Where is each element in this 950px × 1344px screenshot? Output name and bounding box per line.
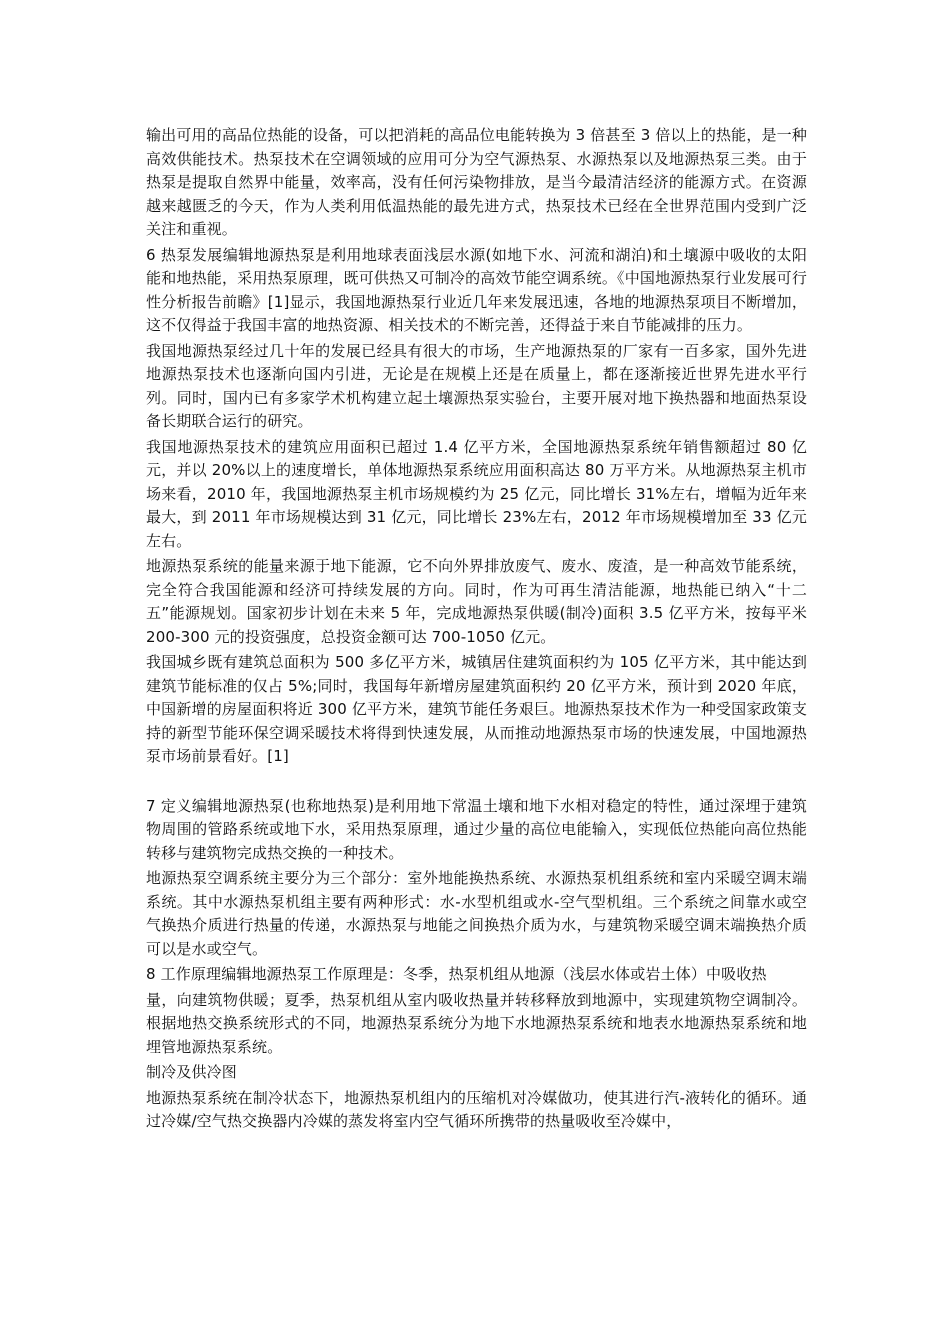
paragraph: 我国地源热泵经过几十年的发展已经具有很大的市场，生产地源热泵的厂家有一百多家，国外先进地源热泵技术也逐渐向国内引进，无论是在规模上还是在质量上，都在逐渐接近世界先进水平行列。同时，国内已有多家学术机构建立起土壤源热泵实验台，主要开展对地下换热器和地面热泵设备长期联合运行的研究。 <box>146 341 807 430</box>
paragraph: 输出可用的高品位热能的设备，可以把消耗的高品位电能转换为 3 倍甚至 3 倍以上的热能，是一种高效供能技术。热泵技术在空调领域的应用可分为空气源热泵、水源热泵以及地源热泵三类。由于热泵是提取自然界中能量，效率高，没有任何污染物排放，是当今最清洁经济的能源方式。在资源越来越匮乏的今天，作为人类利用低温热能的最先进方式，热泵技术已经在全世界范围内受到广泛关注和重视。 <box>146 126 807 238</box>
paragraph: 地源热泵系统在制冷状态下，地源热泵机组内的压缩机对冷媒做功，使其进行汽-液转化的循环。通过冷媒/空气热交换器内冷媒的蒸发将室内空气循环所携带的热量吸收至冷媒中， <box>146 1088 807 1130</box>
blank-line <box>146 771 807 795</box>
paragraph: 我国地源热泵技术的建筑应用面积已超过 1.4 亿平方米，全国地源热泵系统年销售额超过 80 亿元，并以 20%以上的速度增长，单体地源热泵系统应用面积高达 80 万平方米。从地源热泵主机市场来看，2010 年，我国地源热泵主机市场规模约为 25 亿元，同比增长 31%左右，增幅为近年来最大，到 2011 年市场规模达到 31 亿元，同比增长 23%左右，2012 年市场规模增加至 33 亿元左右。 <box>146 437 807 550</box>
paragraph: 我国城乡既有建筑总面积为 500 多亿平方米，城镇居住建筑面积约为 105 亿平方米，其中能达到建筑节能标准的仅占 5%;同时，我国每年新增房屋建筑面积约 20 亿平方米，预计到 2020 年底，中国新增的房屋面积将近 300 亿平方米，建筑节能任务艰巨。地源热泵技术作为一种受国家政策支持的新型节能环保空调采暖技术将得到快速发展，从而推动地源热泵市场的快速发展，中国地源热泵市场前景看好。[1] <box>146 653 807 765</box>
paragraph: 地源热泵系统的能量来源于地下能源，它不向外界排放废气、废水、废渣，是一种高效节能系统，完全符合我国能源和经济可持续发展的方向。同时，作为可再生清洁能源，地热能已纳入“十二五”能源规划。国家初步计划在未来 5 年，完成地源热泵供暖(制冷)面积 3.5 亿平方米，按每平米 200-300 元的投资强度，总投资金额可达 700-1050 亿元。 <box>146 557 807 646</box>
paragraph: 8 工作原理编辑地源热泵工作原理是：冬季，热泵机组从地源（浅层水体或岩土体）中吸收热 <box>146 965 767 983</box>
paragraph: 6 热泵发展编辑地源热泵是利用地球表面浅层水源(如地下水、河流和湖泊)和土壤源中吸收的太阳能和地热能，采用热泵原理，既可供热又可制冷的高效节能空调系统。《中国地源热泵行业发展可行性分析报告前瞻》[1]显示，我国地源热泵行业近几年来发展迅速，各地的地源热泵项目不断增加，这不仅得益于我国丰富的地热资源、相关技术的不断完善，还得益于来自节能减排的压力。 <box>146 245 807 334</box>
paragraph: 量，向建筑物供暖；夏季，热泵机组从室内吸收热量并转移释放到地源中，实现建筑物空调制冷。根据地热交换系统形式的不同，地源热泵系统分为地下水地源热泵系统和地表水地源热泵系统和地埋管地源热泵系统。 <box>146 990 807 1056</box>
paragraph: 7 定义编辑地源热泵(也称地热泵)是利用地下常温土壤和地下水相对稳定的特性，通过深埋于建筑物周围的管路系统或地下水，采用热泵原理，通过少量的高位电能输入，实现低位热能向高位热能转移与建筑物完成热交换的一种技术。 <box>146 796 807 862</box>
paragraph: 地源热泵空调系统主要分为三个部分：室外地能换热系统、水源热泵机组系统和室内采暖空调末端系统。其中水源热泵机组主要有两种形式：水-水型机组或水-空气型机组。三个系统之间靠水或空气换热介质进行热量的传递，水源热泵与地能之间换热介质为水，与建筑物采暖空调末端换热介质可以是水或空气。 <box>146 869 807 958</box>
figure-caption: 制冷及供冷图 <box>146 1063 237 1081</box>
document-body <box>146 124 807 1136</box>
